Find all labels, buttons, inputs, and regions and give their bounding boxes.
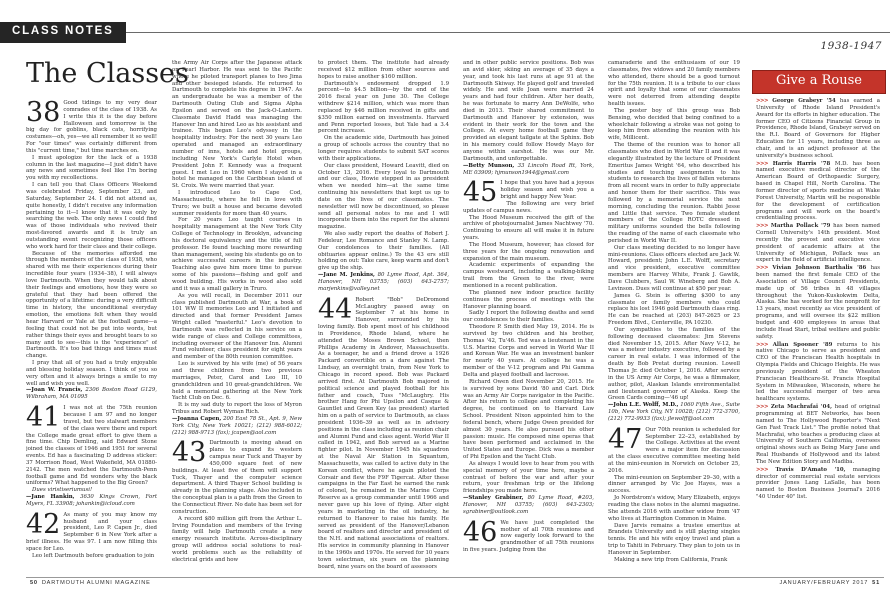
- sidebar-title-box: [752, 70, 886, 94]
- honoree-name: Travis D'Amato '10,: [775, 466, 846, 473]
- class-number-45: 45: [463, 177, 498, 209]
- paragraph: We also sadly report the deaths of Robert J. Fedeleur, Lee Romance and Stanley N. Lamp. Our condolences to their families. (All obituaries appear online.) To the 43 ers still holding on out: Take care, keep warm and don't give up the ship.: [318, 231, 449, 272]
- column-2: [172, 60, 302, 574]
- class-number-44: 44: [318, 293, 353, 325]
- paragraph: Our 70th reunion is scheduled for September 22–23, established by the College. Activities at the event were a major item for discussion at the class executive committee meeting held at the mini-reunion in Norwich on October 25, 2016.: [608, 426, 740, 474]
- paragraph: The planned new indoor practice facility continues the process of meetings with the Hanover planning board.: [463, 289, 594, 310]
- secretary-name: —Stanley Grabiner,: [463, 495, 524, 502]
- class-signature: [463, 163, 594, 177]
- honoree-name: Vivian Johnson Barthalis '86: [772, 265, 867, 272]
- paragraph: to protect them. The institute had already received $12 million from other sources and hopes to raise another $160 million.: [318, 60, 449, 80]
- honoree-text: has earned a University of Rhode Island President's Award for its efforts in higher education. The former CEO of Citizens Financial Group in Providence, Rhode Island, Grabeyr served on the R.I. Board of Governors for Higher Education for 11 years, including three as chair, and is an adjunct professor at the university's business school.: [756, 98, 881, 159]
- footer-left: [26, 580, 151, 586]
- paragraph: I must apologize for the lack of a 1938 column in the last magazine—I just didn't have any news and sometimes feel like I'm boring you with my recollections.: [26, 154, 157, 182]
- paragraph: The mini-reunion on September 29–30, with a dinner arranged by Vic Joe Hayes, was a success.: [608, 474, 740, 495]
- paragraph: I hope that you have had a joyous holiday season and wish you a bright and happy New Year.: [500, 180, 594, 201]
- paragraph: The Hood Museum, however, has closed for three years for the ongoing renovation and expansion of the main museum.: [463, 241, 594, 262]
- column-5: [608, 60, 740, 574]
- honoree-name: Allan Spooner '89: [772, 341, 833, 348]
- class-number-42: 42: [26, 508, 61, 540]
- paragraph: Dartmouth's endowment dropped 1.9 percent—to $4.5 billion—by the end of the 2016 fiscal year on June 30. The College withdrew $214 million, which was more than replaced by $46 million received in gifts and $350 million earned on investments. Harvard and Penn reported losses, but Yale had a 3.4 percent increase.: [318, 80, 449, 135]
- honoree-text: has been named Cornell University's 14th president. Most recently the provost and executive vice president of academic affairs at the University of Michigan, Pollack was an expert in the field of artificial intelligence.: [756, 223, 880, 264]
- paragraph: Dave Jarvis remains a trustee emeritus at Brandeis University and is still playing singles tennis. He and his wife enjoy travel and plan a trip to Tahiti in February. They plan to join us in Hanover in September.: [608, 522, 740, 556]
- paragraph: I was not at the 75th reunion because I am 97 and no longer travel, but two stalwart members of the class were there and report the College made great effort to give them a fine time. Chip Demling, said Edward Stone joined the classes of 1946 and 1951 for several events. Ed has a fascinating D address sticker: 37 Morrison Road, West Wakefield, MA 01880-2142. The men watched the Dartmouth-Penn football game and Ed wonders why the black uniforms? What happened to the Big Green?: [26, 405, 157, 487]
- sidebar-body: [756, 98, 880, 502]
- class-number-38: 38: [26, 100, 61, 128]
- paragraph: Richard Owen died November 20, 2015. He is survived by sons David '80 and Carl. Dick was an Army Air Corps navigator in the Pacific. After his return to college and completing his degree, he continued on to Harvard Law School. President Nixon appointed him to the federal bench, where Judge Owen presided for almost 30 years. He also pursued his other passion: music. He composed nine operas that have been performed and acclaimed in the United States and Europe. Dick was a member of Phi Epsilon and the Yacht Club.: [463, 378, 594, 461]
- paragraph: The following are very brief updates of campus news.: [463, 200, 594, 214]
- honoree-name: Zeta Machrafai '04,: [770, 404, 832, 411]
- sidebar-title: Give a Rouse: [776, 73, 862, 88]
- paragraph: Good tidings to my very dear comrades of the class of 1938. As I write this it is the day before Halloween and tomorrow is the big day for goblins, black cats, horrifying costumes—oh, yes—we all remember it so well! For "our times" was certainly different from this "current time," but time marches on.: [26, 100, 157, 154]
- paragraph: the Army Air Corps after the Japanese attack on Pearl Harbor. He was sent to the Pacific where he piloted transport planes to Iwo Jima and other besieged islands. He returned to Dartmouth to complete his degree in 1947. As an undergraduate he was a member of the Dartmouth Outing Club and Sigma Alpha Epsilon and served on the Jack-O-Lantern. Classmate David Hadd was managing the Hanover Inn and hired Leo as his assistant and trainee. This began Leo's odyssey in the hospitality industry. For the next 30 years Leo operated and managed an extraordinary number of inns, hotels and hotel groups, including New York's Carlyle Hotel when President John F. Kennedy was a frequent guest. I met Leo in 1960 when I stayed in a hotel he managed on the Caribbean island of St. Croix. We were married that year.: [172, 60, 302, 190]
- rouse-item: [756, 467, 880, 501]
- honoree-text: head of original programming at BET Networks, has been named to The Hollywood Reporter's "Next Gen Fast Track List." The profile noted that Machrafai, who teaches a producing class at University of Southern California, oversees original shows such as Being Mary Jane and Real Husbands of Hollywood and its latest The New Edition Story and Madiba.: [756, 404, 881, 465]
- paragraph: Making a new trip from California, Frank: [614, 556, 728, 563]
- secretary-address: 3630 Kings Crown, Fort Myers, FL 33908; johankin@icloud.com: [26, 494, 157, 507]
- arrow-bullet-icon: >>>: [756, 223, 769, 230]
- honoree-name: Harris Harris '78: [772, 160, 831, 167]
- column-1: [26, 100, 157, 574]
- paragraph: As you will recall, in December 2011 our class published Dartmouth at War, a book of 101 WW II memories Leo and I initiated and directed and that former President James Wright called "masterful." Leo's devotion to Dartmouth was reflected in his service on a wide range of class and College committees, including overseer of the Hanover Inn. Alumni Fund volunteer, class president for eight years and member of the 80th reunion committee.: [172, 292, 302, 361]
- honoree-name: George Grabeyr '54: [772, 98, 836, 104]
- arrow-bullet-icon: >>>: [756, 466, 769, 473]
- class-number-47: 47: [608, 423, 643, 455]
- paragraph: For 20 years Leo taught courses in hospitality management at the New York City College of Technology in Brooklyn, advancing his doctoral equivalency and the title of full professor. He found teaching more rewarding than management, seeing his students go on to achieve successful careers in the industry. Teaching also gave him more time to pursue some of his passions—fishing and golf and wood building. His works in wood also sold and it was a small gallery in Truro.: [172, 217, 302, 292]
- column-4: [463, 60, 594, 574]
- class-number-41: 41: [26, 402, 61, 434]
- paragraph: Sadly I report the following deaths and send our condolences to their families.: [463, 310, 594, 324]
- paragraph: and in other public service positions. Bob was an avid skier, skiing an average of 35 days a year, and took his last runs at age 91 at the Dartmouth Skiway. He played golf and traveled widely. He and wife Joan were married 24 years and had four children. After her death, he was fortunate to marry Ann DeWolfe, who died in 2013. Their shared commitment to Dartmouth and Hanover by extension, was evident in their work for the town and the College. At every home football game they provided an elegant tailgate at the Sphinx. Bob in his memory could follow Howdy Mayo for anyone within earshot. He was our Mr. Dartmouth, and unforgettable.: [463, 60, 594, 162]
- issue-date: JANUARY/FEBRUARY 2017: [779, 580, 869, 586]
- arrow-bullet-icon: >>>: [756, 341, 769, 348]
- honoree-name: Martha Pollack '79: [770, 223, 831, 230]
- honoree-text: M.D. has been named executive medical director of the American Board of Orthopaedic Surgery, based in Chapel Hill, North Carolina. The former director of sports medicine at Wake Forest University, Martin will be responsible for the development of certification programs and will work on the board's credentialing process.: [756, 160, 880, 222]
- honoree-text: managing director of commercial real estate services provider Jones Lang LaSalle, has been named to Boston Business Journal's 2016 "40 Under 40" list.: [756, 466, 880, 501]
- secretary-name: —Jane Hankin,: [26, 494, 75, 501]
- rouse-item: [756, 161, 880, 223]
- class-signature: [172, 416, 302, 437]
- column-3: [318, 60, 449, 574]
- rouse-item: [756, 265, 880, 340]
- paragraph: Our class meeting decided to no longer have mini-reunions. Class officers elected are Jack W. Howard, president; John L.E. Wolff, secretary and vice president, executive committee members are Harvey White, Frank J. Gawlik, Dave Clubbers, Saul W. Wineberg and Bob A. Levinson. Dues will continue at $50 per year.: [608, 244, 740, 292]
- paragraph: Leo left Dartmouth before graduation to join: [32, 552, 155, 559]
- paragraph: As many of you may know my husband and your class president, Leo P. Capen Jr., died September 6 in New York after a brief illness. He was 97. I am now filling this space for Leo.: [26, 511, 157, 552]
- paragraph: Dues viristiseriumusi!: [32, 487, 93, 494]
- class-signature: [26, 494, 157, 508]
- rouse-item: [756, 342, 880, 404]
- honoree-text: returns to his native Chicago to serve as president and CEO of the Franciscan Health hospitals in Olympia Fields and Chicago Heights. He was previously president of the Wheaton Franciscan Healthcare-St. Francis Hospital System in Milwaukee, Wisconsin, where he led the successful merger of two area healthcare systems.: [756, 341, 880, 403]
- paragraph: camaraderie and the enthusiasm of our 19 classmates, five widows and 20 family members who attended, there should be a good turnout for the 75th reunion. It is a tribute to our class spirit and loyalty that some of our classmates were not deterred from attending despite health issues.: [608, 60, 740, 108]
- paragraph: The theme of the reunion was to honor all classmates who died in World War II and it was elegantly illustrated by the lecture of President Emeritus James Wright '64, who described his studies and touching assignments to his students to research the lives of fallen veterans from all recent wars in order to fully appreciate and honor them for their sacrifice. This was followed by a memorial service the next morning, concluding the reunion. Rabbi Jesse and Little that service. Two female student members of the College ROTC dressed in military uniforms sounded the bells following the reading of the name of each classmate who perished in World War II.: [608, 142, 740, 244]
- rouse-item: [756, 98, 880, 160]
- magazine-name: DARTMOUTH ALUMNI MAGAZINE: [41, 580, 151, 586]
- class-signature: [463, 495, 594, 516]
- footer-rule: [26, 577, 884, 578]
- secretary-address: 200 East 78 St., Apt. 9, New York City, New York 10021; (212) 988-6012; (212) 988-9713 (fax); jcapen@aol.com: [172, 415, 302, 436]
- class-signature: [318, 272, 449, 293]
- paragraph: Theodore P. Smith died May 19, 2014. He is survived by two children and his brother, Thomas '42, Tu'46. Ted was a lieutenant in the U.S. Marine Corps and served in World War II and Korean War. He was an investment banker for nearly 40 years. At college he was a member of the V-12 program and Phi Gamma Delta and played football and lacrosse.: [463, 324, 594, 378]
- class-number-46: 46: [463, 516, 498, 548]
- header-rule: [126, 32, 890, 33]
- class-signature: [26, 387, 157, 401]
- secretary-name: —Betty Munson,: [463, 162, 515, 169]
- secretary-name: —Joan W. Francis,: [26, 387, 83, 394]
- footer-right: [780, 580, 884, 586]
- class-number-43: 43: [172, 437, 207, 469]
- secretary-address: 2306 Boston Road G129, Wilbraham, MA 01095: [26, 387, 157, 401]
- paragraph: I pray that all of you had a truly enjoyable and blessing holiday season. I think of you so very often and it always brings a smile to my well and wish you well.: [26, 360, 157, 387]
- paragraph: Robert "Bob" DeDromond McLaughry passed away on September 7 at his home in Hanover, surrounded by his loving family. Bob spent most of his childhood in Providence, Rhode Island, where he attended the Moses Brown School, then Phillips Academy in Andover, Massachusetts. As a teenager, he and a friend drove a 1926 Packard convertible on a dare against The Lindsay, an overnight train, from New York to Chicago in record speed. Bob was Packard arrived first. At Dartmouth Bob majored in political science and played football for his father and coach, Tuss "McLaughry. His brother Hang for Phi Upsilon and Casque & Gauntlet and Green Key (as president) started him on a path of service to Dartmouth, as class president 1936–39 as well as in advisory positions in the class including as reunion chair and Alumni Fund and class agent. World War II called in 1942, and Bob served as a Marine fighter pilot. In November 1945 his squadron at the Naval Air Station in Squantum, Massachusetts, was called to active duty in the Korean conflict, where he again piloted the Corsair and flew the F9F Tigercat. After these campaigns in the Far East he earned the rank of colonel, he remained in the Marine Corps Reserve as a group commander until 1966 and never gave up his love of flying. After eight years in marketing in the oil industry, he returned to Hanover to raise his family. He served as president of the Hanover/Lebanon board of realtors and director and president of the N.H. and national associations of realtors. His service in community planning in Hanover in the 1960s and 1970s. He served for 10 years town selectman, six years on the planning board, nine years on the board of assessors: [318, 296, 449, 570]
- paragraph: The Hood Museum received the gift of the archive of photojournalist James Nachtwey '70. Continuing to ensure all will make it in future years.: [463, 214, 594, 242]
- arrow-bullet-icon: >>>: [756, 404, 769, 411]
- page-number-left: 50: [30, 580, 38, 586]
- paragraph: Dartmouth is moving ahead on plans to expand its western campus near Tuck and Thayer by 450,000 square feet of new buildings. At least five of them will support Tuck, Thayer and the computer science department. A third Thayer School building is already in the planning stage. Also included in the conceptual plan is a path from the Green to the Connecticut River. No date has been set for construction.: [172, 440, 302, 515]
- paragraph: As always I would love to hear from you with special memory of your time here, maybe a contrast of before the war and after your return, your freshman trip or the lifelong friendships you made here.: [463, 460, 594, 495]
- arrow-bullet-icon: >>>: [756, 265, 769, 272]
- paragraph: The poster boy of this group was Bob Bensing, who decided that being confined to a wheelchair following a stroke was not going to keep him from attending the reunion with his wife, Millicent.: [608, 107, 740, 142]
- paragraph: I can tell you that Class Officers Weekend was celebrated Friday, September 23, and Saturday, September 24. I did not attend as, quite honestly, I didn't receive any information pertaining to it—I know that it was only by searching the web. The only news I could find was of those individuals who revived their most-favored awards and it is truly an outstanding event recognizing those officers who work hard for their class and their college.: [26, 182, 157, 250]
- paragraph: James G. Stein is offering $300 to any classmate or family members who could replace his lost 1946 gold Dartmouth class ring. He can be reached at (203) 847-2625 or 23 Freedom Blvd., Centerville, PA 10230.: [608, 292, 740, 327]
- give-a-rouse-sidebar: [752, 56, 884, 558]
- secretary-address: 1060 Fifth Ave., Suite 10b, New York City, NY 10028; (212) 772-3700, (212) 772-9933 (fax); jlewolff@aol.com: [608, 402, 740, 422]
- secretary-address: 80 Lyme Road, #203, Hanover, NH 03755; (603) 643-2303; sgrabiner@outlook.com: [463, 495, 594, 515]
- rouse-item: [756, 223, 880, 264]
- paragraph: Our class president, Howard Leavitt, died on October 13, 2016. Every loyal to Dartmouth and our class, Howie stepped in as president when we needed him—at the same time continuing his newsletters that kept us up to date on the lives of our classmates. The newsletter will now be discontinued, so please send all personal notes to me and I will incorporate them into the report for the alumni magazine.: [318, 162, 449, 231]
- section-label: CLASS NOTES: [12, 25, 114, 37]
- secretary-name: —Joanna Capen,: [172, 415, 222, 422]
- secretary-address: 80 Lyme Road, Apt. 364, Hanover, NH 03755; (603) 643-2757; marjenkins@valley.net: [318, 272, 449, 292]
- paragraph: It is my sad duty to report the loss of Myron Tribus and Robert Wyman Rich.: [172, 402, 302, 416]
- paragraph: Jo Nordstrom's widow, Mary Elizabeth, enjoys reading the class notes in the alumni magazine. She attends 2016 with another widow from '47 who lives at Harrington Common in Maine.: [608, 495, 740, 522]
- paragraph: Our sympathies to the families of the following deceased classmates: Jim Stevens died November 15, 2015. After Navy V-12, he was a meteor industry executive, followed by a career in real estate. I was informed of the death by Bob Pretat during reunion. Lowell Thomas Jr. died October 1, 2016. After service in the US Army Air Corps, he was a filmmaker, author, pilot, Alaskan Islands environmentalist and lieutenant governor of Alaska. Keep the Green Cards coming—'46 up!: [608, 326, 740, 402]
- paragraph: We have just completed the mother of all 70th reunions and now eagerly look forward to the grandmother of all 75th reunions in five years. Judging from the: [463, 519, 594, 554]
- rouse-item: [756, 404, 880, 466]
- paragraph: On the academic side, Dartmouth has joined a group of schools across the country that no longer requires students to submit SAT scores with their applications.: [318, 135, 449, 162]
- paragraph: A record $80 million gift from the Arthur L. Irving Foundation and members of the Irving family will help Dartmouth create a new energy research institute. Across-disciplinary group will address social solutions to real-world problems such as the reliability of electrical grids and how: [172, 515, 302, 563]
- secretary-name: —Jane M. Jenkins,: [318, 272, 375, 279]
- paragraph: Academic experiments of expanding the campus westward, including a walking-biking trail from the Green to the river, were mentioned in a recent publication.: [463, 262, 594, 289]
- paragraph: Because of the memories afforded me through the members of the class of 1938, who shared with me their experiences during their incredible four years (1934–38), I will always love Dartmouth. When they would talk about their feelings and emotions, how they were so grateful that they had been offered the opportunity of a lifetime: during a very difficult time in history, the unconditional everyday emotion, the emotions felt when they would hear Harvard or Yale at the football game—a feeling that could not be put into words, but rather things their eyes and brought tears to so many and to see—this is the "experience" of Dartmouth. It's too bad things and times must change.: [26, 250, 157, 360]
- paragraph: Leo is survived by his wife (me) of 56 years and three children from two previous marriages, Peter, Carol and Leo III, 10 grandchildren and 10 great-grandchildren. We held a memorial gathering at the New York Yacht Club on Dec. 6.: [172, 361, 302, 402]
- paragraph: I introduced Leo to Cape Cod, Massachusetts, where he fell in love with Truro; we built a house and became devoted summer residents for more than 40 years.: [172, 190, 302, 217]
- class-signature: [608, 402, 740, 423]
- honoree-text: has been named the first female CEO of the Association of Village Council Presidents, made up of 56 tribes in 48 villages throughout the Yukon-Kuskokwim Delta, Alaska. She has worked for the nonprofit for 13 years, most recently as vice president of programs, and will oversee its $22 million budget and 400 employees in areas that include Head Start, tribal welfare and public safety.: [756, 265, 881, 340]
- secretary-address: 33 Lincoln Road Rt, York, ME 03909; hjmunson1944@gmail.com: [463, 162, 594, 176]
- arrow-bullet-icon: >>>: [756, 160, 769, 167]
- section-header-bar: [0, 22, 126, 43]
- class-year-range: 1938-1947: [820, 40, 882, 52]
- arrow-bullet-icon: >>>: [756, 98, 769, 104]
- page-number-right: 51: [872, 580, 880, 586]
- secretary-name: —John L.E. Wolff, M.D.,: [608, 402, 679, 409]
- page-title: The Classes: [26, 58, 189, 89]
